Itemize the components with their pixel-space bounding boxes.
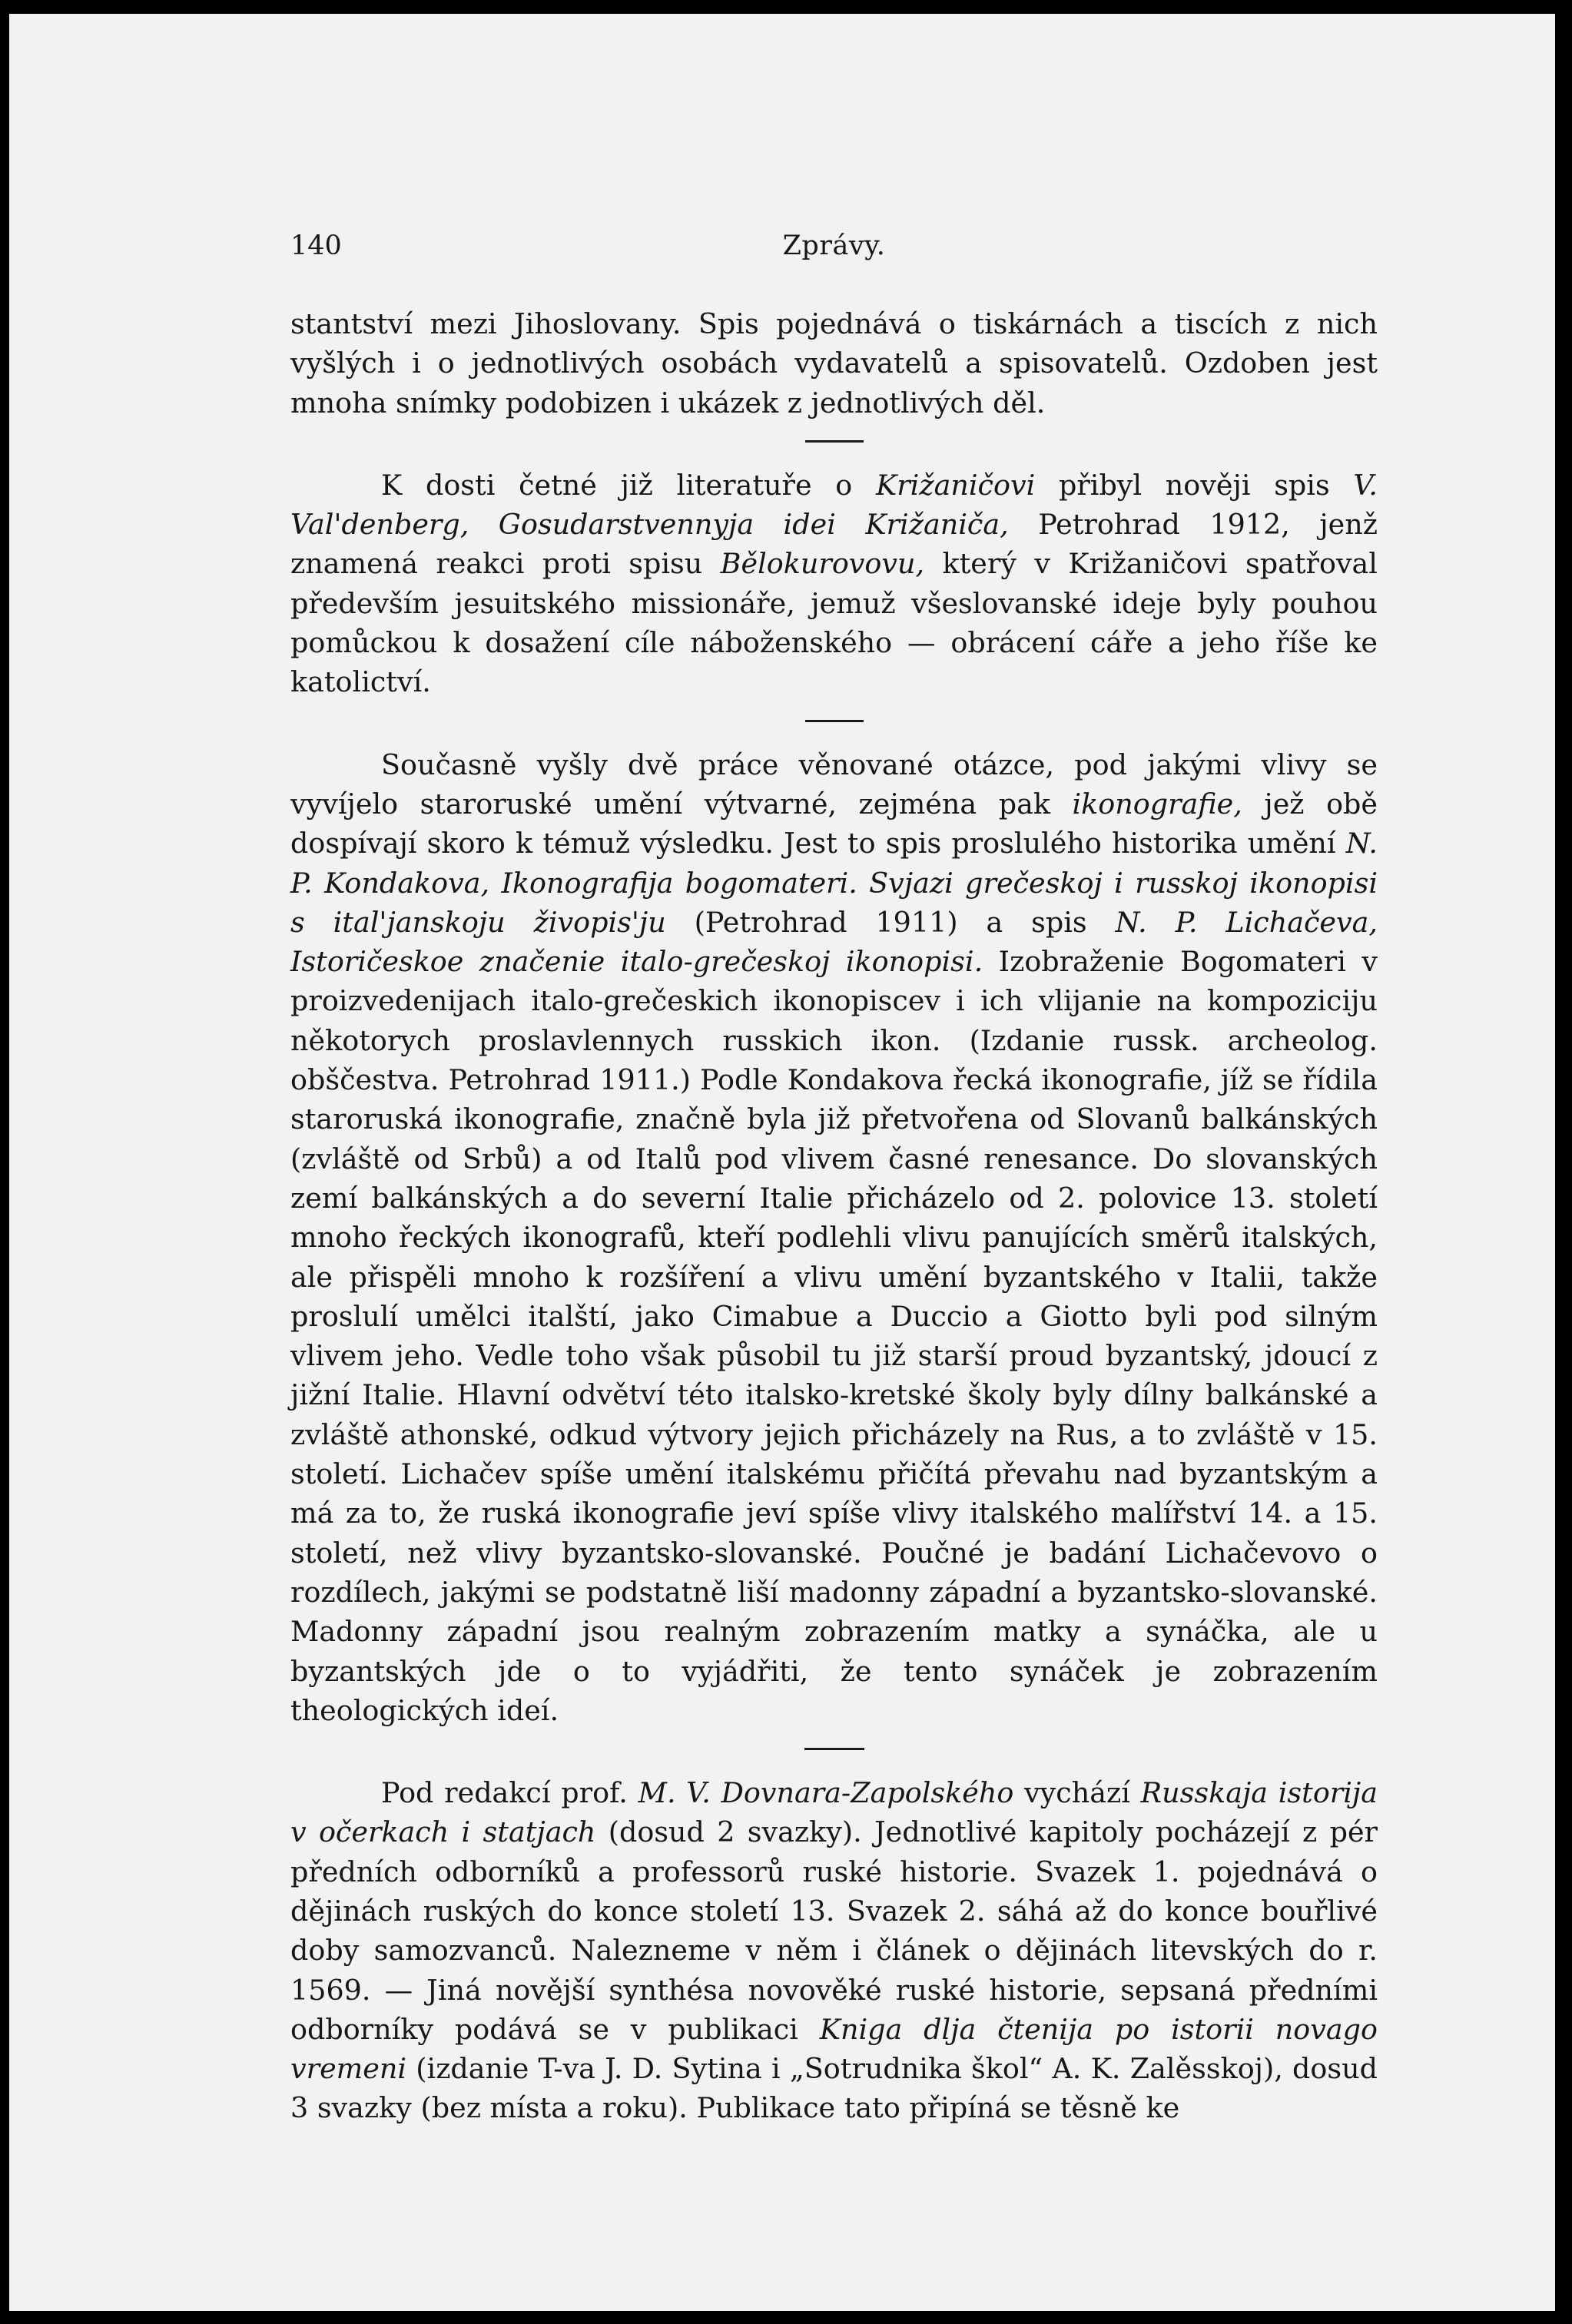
body-text — [290, 304, 1378, 2128]
page-number: 140 — [290, 230, 342, 261]
italic-name: Bělokurovovu, — [720, 547, 925, 581]
italic-title: N. P. Lichačeva, Istoričeskoe značenie italo-grečeskoj ikonopisi. — [290, 905, 1378, 979]
paragraph-text: Současně vyšly dvě práce věnované otázce, pod jakými vlivy se vyvíjelo staroruské umění výtvarné, zejména pak — [290, 748, 1378, 821]
paragraph-text: (izdanie T-va J. D. Sytina i „Sotrudnika škol“ A. K. Zalěsskoj), dosud 3 svazky (bez místa a roku). Publikace tato připíná se těsně ke — [290, 2052, 1378, 2125]
paragraph-continued — [290, 304, 1378, 423]
paragraph-russkaja-istorija — [290, 1773, 1378, 2128]
paragraph-text: který v Križaničovi spatřoval především jesuitského missionáře, jemuž všeslovanské ideje byly pouhou pomůckou k dosažení cíle náboženského — obrácení cáře a jeho říše ke katolictví. — [290, 547, 1378, 699]
scan-border-right — [1563, 0, 1572, 2324]
paragraph-text: Izobraženie Bogomateri v proizvedenijach italo-grečeskich ikonopiscev i ich vlijanie na kompoziciju někotorych proslavlennych russkich ikon. (Izdanie russk. archeolog. obščestva. Petrohrad 1911.) Podle Kondakova řecká ikonografie, jíž se řídila staroruská ikonografie, značně byla již přetvořena od Slovanů balkánských (zvláště od Srbů) a od Italů pod vlivem časné renesance. Do slovanských zemí balkánských a do severní Italie přicházelo od 2. polovice 13. století mnoho řeckých ikonografů, kteří podlehli vlivu panujících směrů italských, ale přispěli mnoho k rozšíření a vlivu umění byzantského v Italii, takže proslulí umělci italští, jako Cimabue a Duccio a Giotto byli pod silným vlivem jeho. Vedle toho však působil tu již starší proud byzantský, jdoucí z jižní Italie. Hlavní odvětví této italsko-kretské školy byly dílny balkánské a zvláště athonské, odkud výtvory jejich přicházely na Rus, a to zvláště v 15. století. Lichačev spíše umění italskému přičítá převahu nad byzantským a má za to, že ruská ikonografie jeví spíše vlivy italského malířství 14. a 15. století, než vlivy byzantsko-slovanské. Poučné je badání Lichačevovo o rozdílech, jakými se podstatně liší madonny západní a byzantsko-slovanské. Madonny západní jsou realným zobrazením matky a synáčka, ale u byzantských jde o to vyjádřiti, že tento synáček je zobrazením theologických ideí. — [290, 945, 1378, 1727]
section-separator — [805, 720, 864, 722]
paragraph-text: Petrohrad 1912, jenž znamená reakci proti spisu — [290, 508, 1378, 581]
italic-name: Križaničovi — [875, 468, 1036, 502]
scan-border-top — [0, 0, 1572, 14]
section-separator — [805, 440, 864, 443]
paragraph-text: stantství mezi Jihoslovany. Spis pojednává o tiskárnách a tiscích z nich vyšlých i o jednotlivých osobách vydavatelů a spisovatelů. Ozdoben jest mnoha snímky podobizen i ukázek z jednotlivých děl. — [290, 307, 1378, 419]
paragraph-text: jež obě dospívají skoro k témuž výsledku. Jest to spis proslulého historika umění — [290, 787, 1378, 860]
page-header — [290, 230, 1378, 277]
paragraph-ikonografie — [290, 745, 1378, 1730]
italic-term: ikonografie, — [1072, 787, 1242, 821]
italic-title: Kniga dlja čtenija po istorii novago vremeni — [290, 2012, 1378, 2086]
paragraph-text: K dosti četné již literatuře o — [381, 468, 876, 502]
paragraph-text: vychází — [1013, 1776, 1141, 1810]
italic-name: M. V. Dovnara-Zapolského — [638, 1776, 1014, 1810]
paragraph-krizanic — [290, 466, 1378, 702]
section-separator — [804, 1748, 864, 1750]
italic-title: N. P. Kondakova, Ikonografija bogomateri. Svjazi grečeskoj i russkoj ikonopisi s ital'janskoju živopis'ju — [290, 827, 1378, 939]
paragraph-text: Pod redakcí prof. — [381, 1776, 638, 1810]
italic-title: V. Val'denberg, Gosudarstvennyja idei Križaniča, — [290, 468, 1378, 542]
paragraph-text: (Petrohrad 1911) a spis — [665, 905, 1116, 939]
paragraph-text: (dosud 2 svazky). Jednotlivé kapitoly pocházejí z pér předních odborníků a professorů ruské historie. Svazek 1. pojednává o dějinách ruských do konce století 13. Svazek 2. sáhá až do konce bouřlivé doby samozvanců. Nalezneme v něm i článek o dějinách litevských do r. 1569. — Jiná novější synthésa novověké ruské historie, sepsaná předními odborníky podává se v publikaci — [290, 1815, 1378, 2046]
paragraph-text: přibyl nověji spis — [1035, 468, 1354, 502]
running-title: Zprávy. — [782, 230, 886, 261]
italic-title: Russkaja istorija v očerkach i statjach — [290, 1776, 1378, 1849]
